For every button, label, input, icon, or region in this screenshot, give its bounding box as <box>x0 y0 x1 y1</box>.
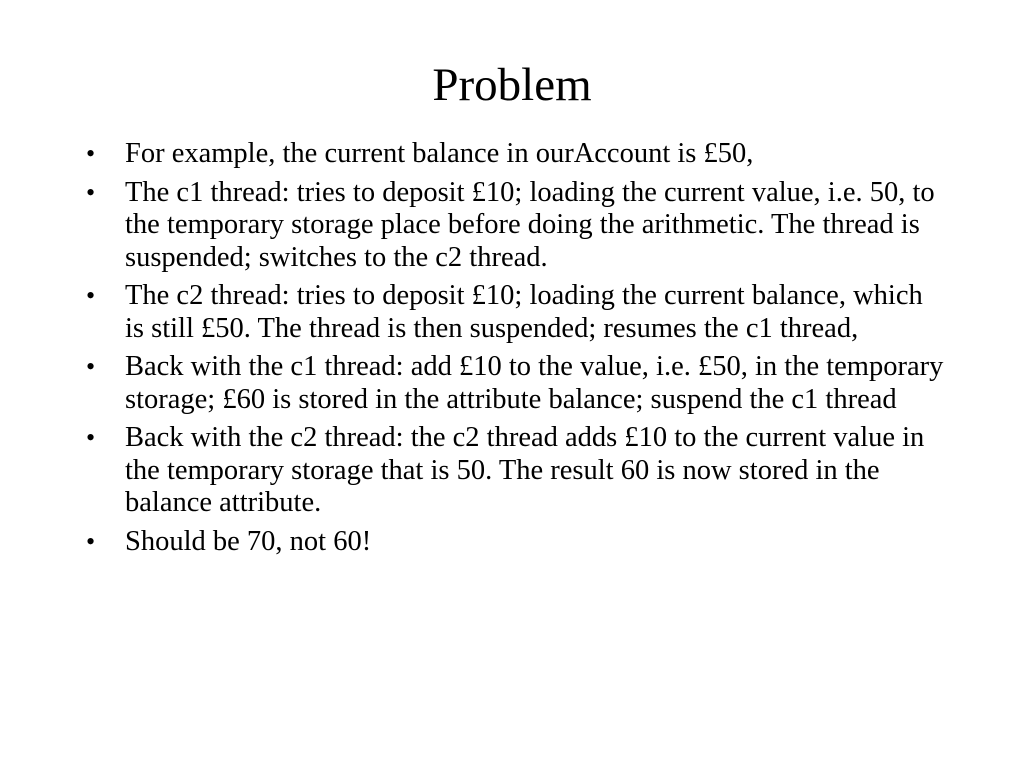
bullet-item <box>86 138 946 171</box>
slide-title: Problem <box>432 59 592 111</box>
bullet-dot-icon: • <box>86 423 96 452</box>
bullet-text: Back with the c2 thread: the c2 thread adds £10 to the current value in the temporary storage that is 50. The result 60 is now stored in the balance attribute. <box>125 422 925 518</box>
bullet-dot-icon: • <box>86 526 96 556</box>
bullet-item <box>86 526 946 559</box>
bullet-item <box>86 422 946 520</box>
bullet-dot-icon: • <box>86 139 96 168</box>
bullet-dot-icon: • <box>86 281 96 310</box>
bullet-item <box>86 351 946 416</box>
bullet-text: Should be 70, not 60! <box>125 525 372 557</box>
bullet-item <box>86 280 946 345</box>
bullet-text: For example, the current balance in ourAccount is £50, <box>125 138 754 169</box>
bullet-dot-icon: • <box>86 352 96 381</box>
bullet-text: Back with the c1 thread: add £10 to the value, i.e. £50, in the temporary storage; £60 is stored in the attribute balance; suspend the c1 thread <box>125 351 944 415</box>
bullet-item <box>86 177 946 275</box>
bullet-text: The c2 thread: tries to deposit £10; loading the current balance, which is still £50. The thread is then suspended; resumes the c1 thread, <box>125 280 923 344</box>
bullet-dot-icon: • <box>86 177 96 207</box>
bullet-text: The c1 thread: tries to deposit £10; loading the current value, i.e. 50, to the temporary storage place before doing the arithmetic. The thread is suspended; switches to the c2 thread. <box>125 176 935 273</box>
bullet-list <box>86 138 946 564</box>
